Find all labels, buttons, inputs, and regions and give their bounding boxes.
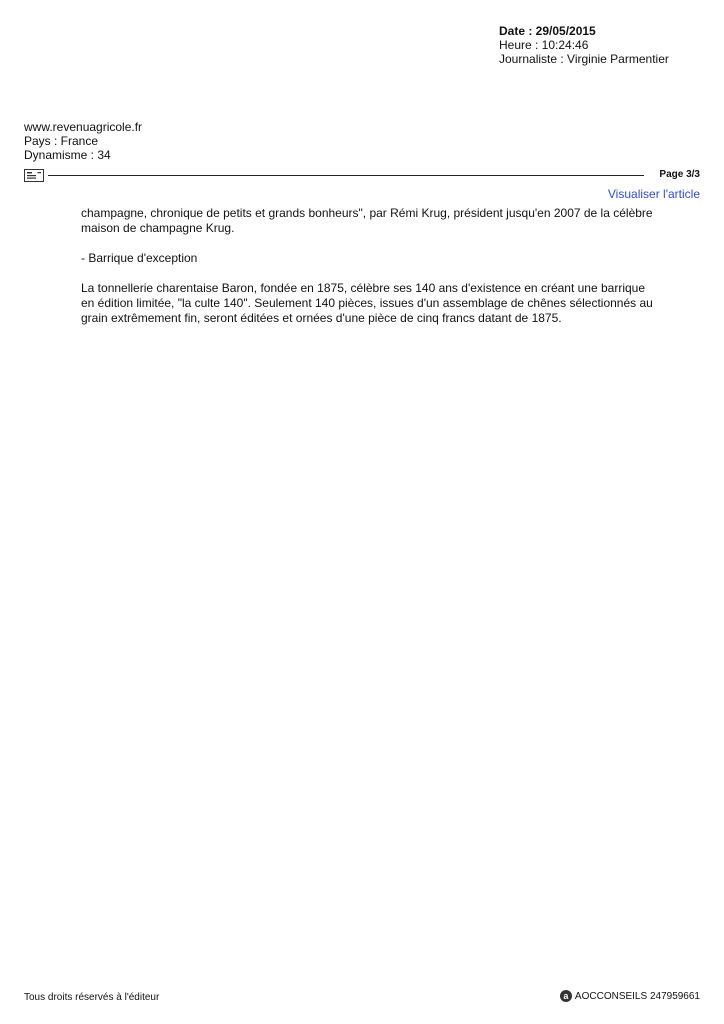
divider-line — [48, 175, 644, 176]
time-text: Heure : 10:24:46 — [499, 38, 589, 52]
page-divider — [24, 168, 700, 184]
source-dynamism: Dynamisme : 34 — [24, 148, 111, 162]
article-body — [81, 206, 657, 341]
article-paragraph: La tonnellerie charentaise Baron, fondée en 1875, célèbre ses 140 ans d'existence en créant une barrique en édition limitée, "la culte 140". Seulement 140 pièces, issues d'un assemblage de chênes sélectionnés au grain extrêmement fin, seront éditées et ornées d'une pièce de cinq francs datant de 1875. — [81, 281, 653, 325]
client-id — [560, 990, 700, 1002]
source-site: www.revenuagricole.fr — [24, 120, 143, 134]
view-article-link[interactable]: Visualiser l'article — [607, 187, 700, 201]
page-number: Page 3/3 — [659, 169, 700, 180]
article-text-icon — [24, 169, 44, 182]
journalist-text: Journaliste : Virginie Parmentier — [499, 52, 669, 66]
article-meta — [499, 24, 669, 66]
aocconseils-logo-icon: a — [560, 990, 572, 1002]
date-text: Date : 29/05/2015 — [499, 24, 596, 38]
article-paragraph: champagne, chronique de petits et grands bonheurs", par Rémi Krug, président jusqu'en 2007 de la célèbre maison de champagne Krug. — [81, 206, 653, 235]
source-info — [24, 120, 142, 162]
rights-notice: Tous droits réservés à l'éditeur — [24, 992, 160, 1003]
article-subheading: - Barrique d'exception — [81, 251, 198, 265]
client-code: AOCCONSEILS 247959661 — [574, 990, 700, 1002]
source-country: Pays : France — [24, 134, 99, 148]
